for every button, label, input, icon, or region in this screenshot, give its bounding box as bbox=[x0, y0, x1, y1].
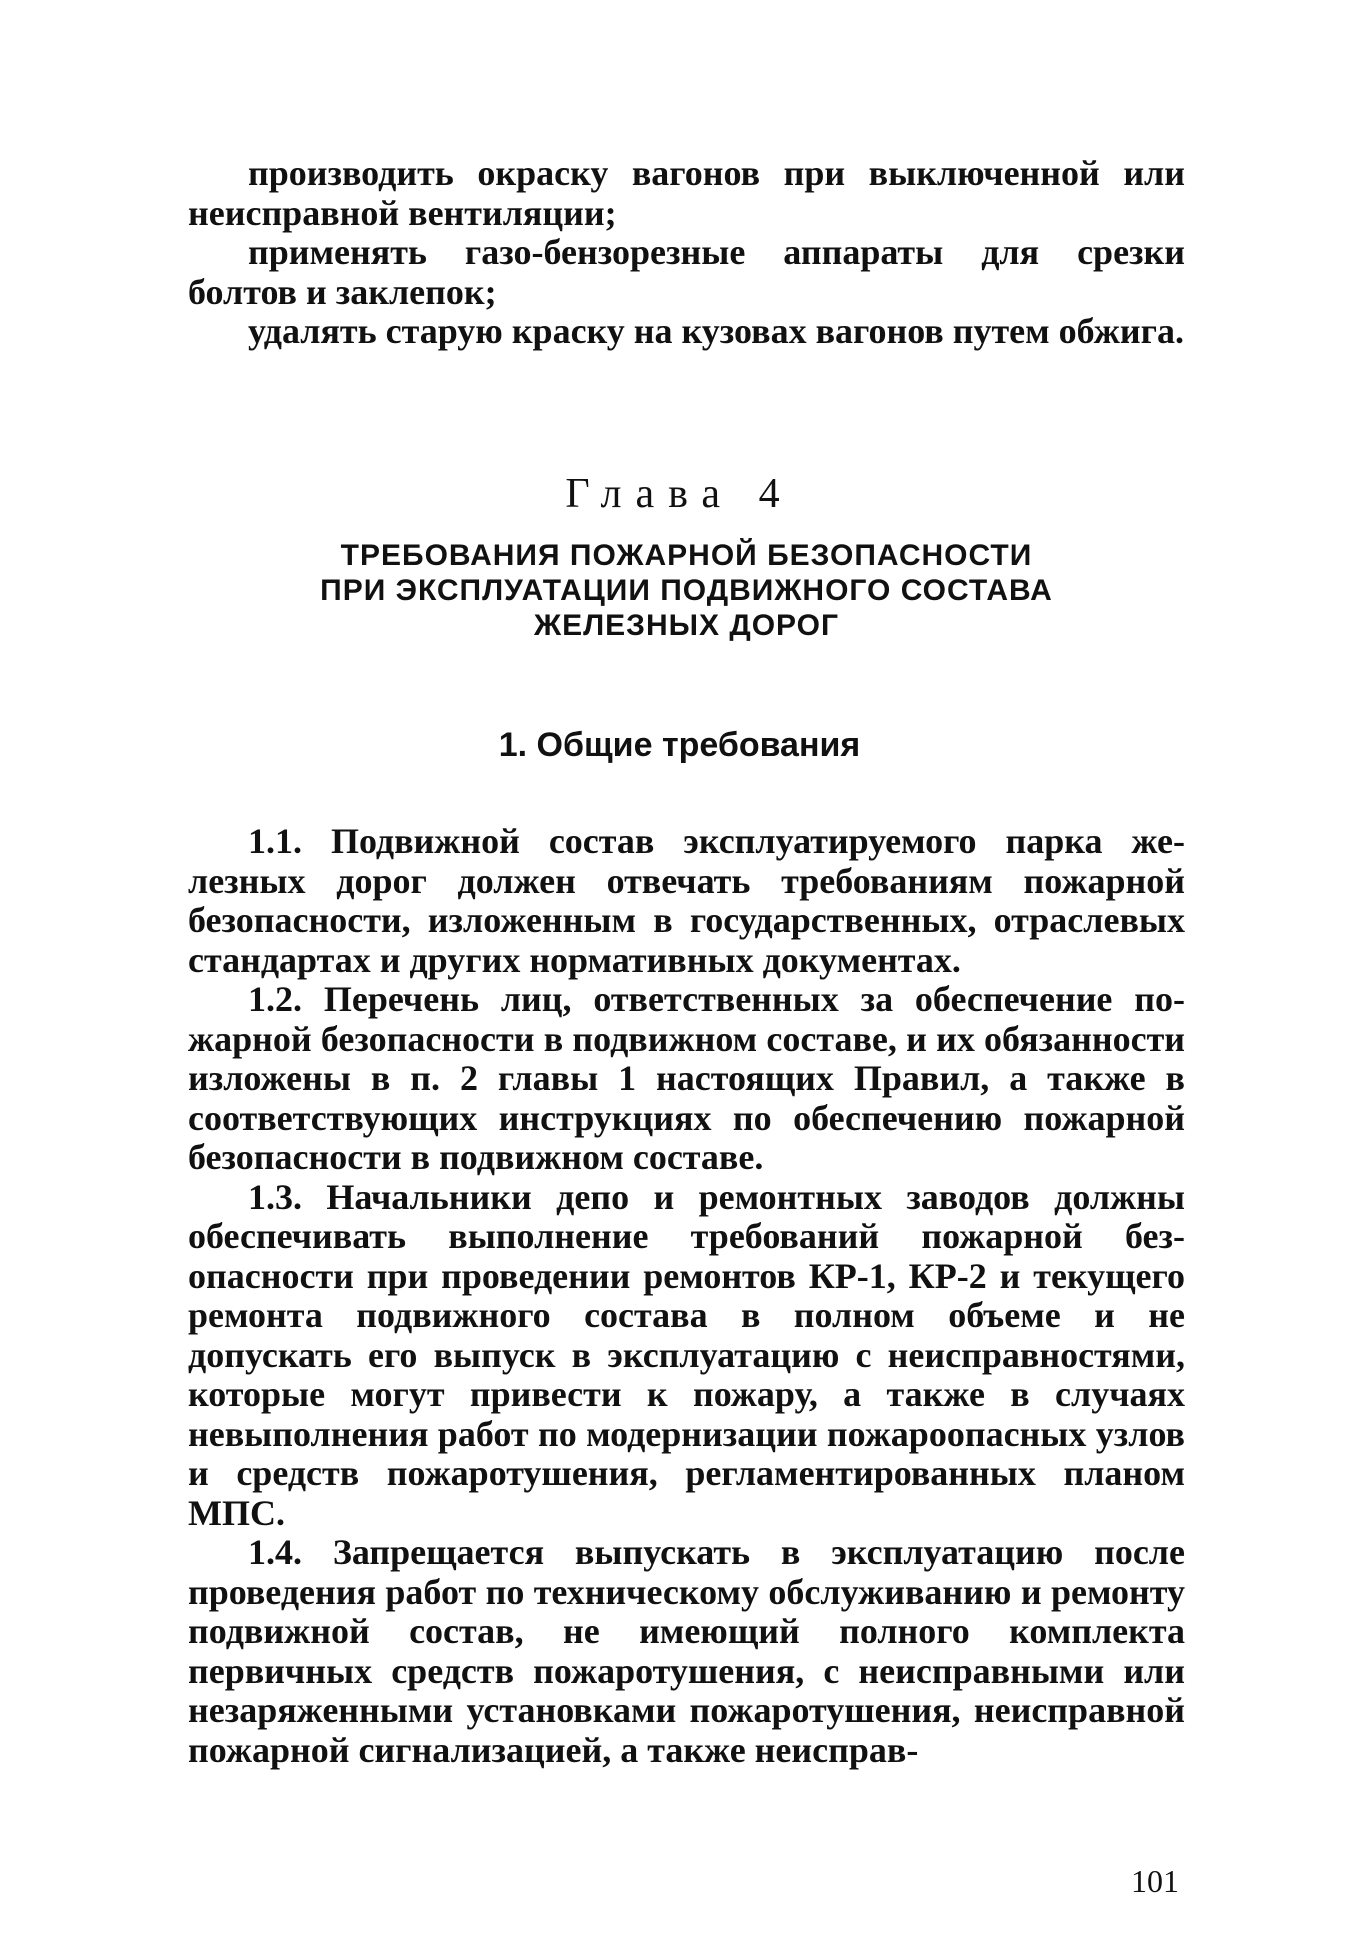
page-number: 101 bbox=[1131, 1863, 1179, 1899]
chapter-title-line-2: ПРИ ЭКСПЛУАТАЦИИ ПОДВИЖНОГО СОСТАВА bbox=[320, 574, 1053, 607]
paragraph-1-2: 1.2. Перечень лиц, ответственных за обеспечение пожарной безопасности в подвижном составе, и их обязанности изложены в п. 2 главы 1 настоящих Правил, а также в соответствующих инструкциях по обеспечению пожарной безопасности в подвижном составе. bbox=[188, 979, 1185, 1177]
section-title: 1. Общие требования bbox=[498, 726, 861, 764]
body-text bbox=[188, 822, 1185, 1770]
intro-list bbox=[188, 154, 1185, 352]
intro-paragraph-3: удалять старую краску на кузовах вагонов путем обжига. bbox=[248, 311, 1184, 351]
chapter-title bbox=[188, 538, 1185, 643]
chapter-title-line-3: ЖЕЛЕЗНЫХ ДОРОГ bbox=[533, 609, 840, 642]
paragraph-1-3: 1.3. Начальники депо и ремонтных заводов должны обеспечивать выполнение требований пожарной безопасности при проведении ремонтов КР-1, КР-2 и текущего ремонта подвижного состава в полном объеме и не допускать его выпуск в эксплуатацию с неисправностями, которые могут привести к пожару, а также в случаях невыполнения работ по модернизации пожароопасных узлов и средств пожаротушения, регламентированных планом МПС. bbox=[188, 1176, 1185, 1533]
paragraph-1-4: 1.4. Запрещается выпускать в эксплуатацию после проведения работ по техническому обслуживанию и ремонту подвижной состав, не имеющий полного комплекта первичных средств пожаротушения, с неисправными или незаряженными установками пожаротушения, неисправной пожарной сигнализацией, а также неисправ- bbox=[188, 1532, 1185, 1770]
intro-paragraph-1: производить окраску вагонов при выключенной или неисправной вентиляции; bbox=[188, 153, 1185, 233]
chapter-label: Глава 4 bbox=[565, 471, 794, 517]
paragraph-1-1: 1.1. Подвижной состав эксплуатируемого парка железных дорог должен отвечать требованиям пожарной безопасности, изложенным в государственных, отраслевых стандартах и других нормативных документах. bbox=[188, 821, 1185, 980]
chapter-title-line-1: ТРЕБОВАНИЯ ПОЖАРНОЙ БЕЗОПАСНОСТИ bbox=[340, 539, 1033, 572]
intro-paragraph-2: применять газо-бензорезные аппараты для срезки болтов и заклепок; bbox=[188, 232, 1185, 312]
